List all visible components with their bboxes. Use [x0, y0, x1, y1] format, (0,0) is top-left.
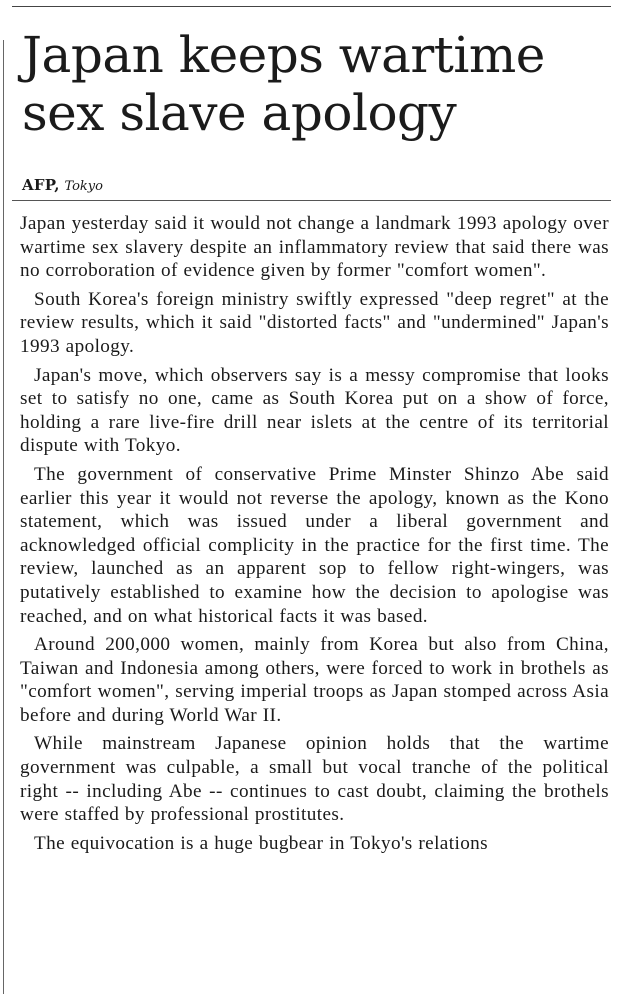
top-rule [12, 6, 611, 7]
paragraph: While mainstream Japanese opinion holds that the wartime government was culpable, a small but vocal tranche of the political right -- including Abe -- continues to cast doubt, claiming the brothels were staffed by professional prostitutes. [20, 733, 609, 826]
byline [22, 175, 103, 197]
paragraph: South Korea's foreign ministry swiftly expressed "deep regret" at the review results, which it said "distorted facts" and "undermined" Japan's 1993 apology. [20, 288, 609, 357]
paragraph: Around 200,000 women, mainly from Korea but also from China, Taiwan and Indonesia among others, were forced to work in brothels as "comfort women", serving imperial troops as Japan stomped across Asia before and during World War II. [20, 634, 609, 726]
paragraph: The equivocation is a huge bugbear in Tokyo's relations [34, 832, 489, 854]
headline [22, 26, 622, 142]
paragraph: Japan's move, which observers say is a messy compromise that looks set to satisfy no one, came as South Korea put on a show of force, holding a rare live-fire drill near islets at the centre of its territorial dispute with Tokyo. [20, 364, 609, 457]
byline-location: Tokyo [64, 179, 103, 194]
paragraph: The government of conservative Prime Minster Shinzo Abe said earlier this year it would not reverse the apology, known as the Kono statement, which was issued under a liberal government and acknowledged official complicity in the practice for the first time. The review, launched as an apparent sop to fellow right-wingers, was putatively established to examine how the decision to apologise was reached, and on what historical facts it was based. [20, 463, 609, 627]
headline-line-2: sex slave apology [22, 84, 457, 142]
byline-agency: AFP, [22, 176, 60, 194]
article-body [20, 212, 609, 860]
column-rule [3, 40, 4, 994]
byline-rule [12, 200, 611, 201]
headline-line-1: Japan keeps wartime [22, 26, 545, 84]
paragraph: Japan yesterday said it would not change a landmark 1993 apology over wartime sex slavery despite an inflammatory review that said there was no corroboration of evidence given by former "comfort women". [20, 213, 609, 282]
